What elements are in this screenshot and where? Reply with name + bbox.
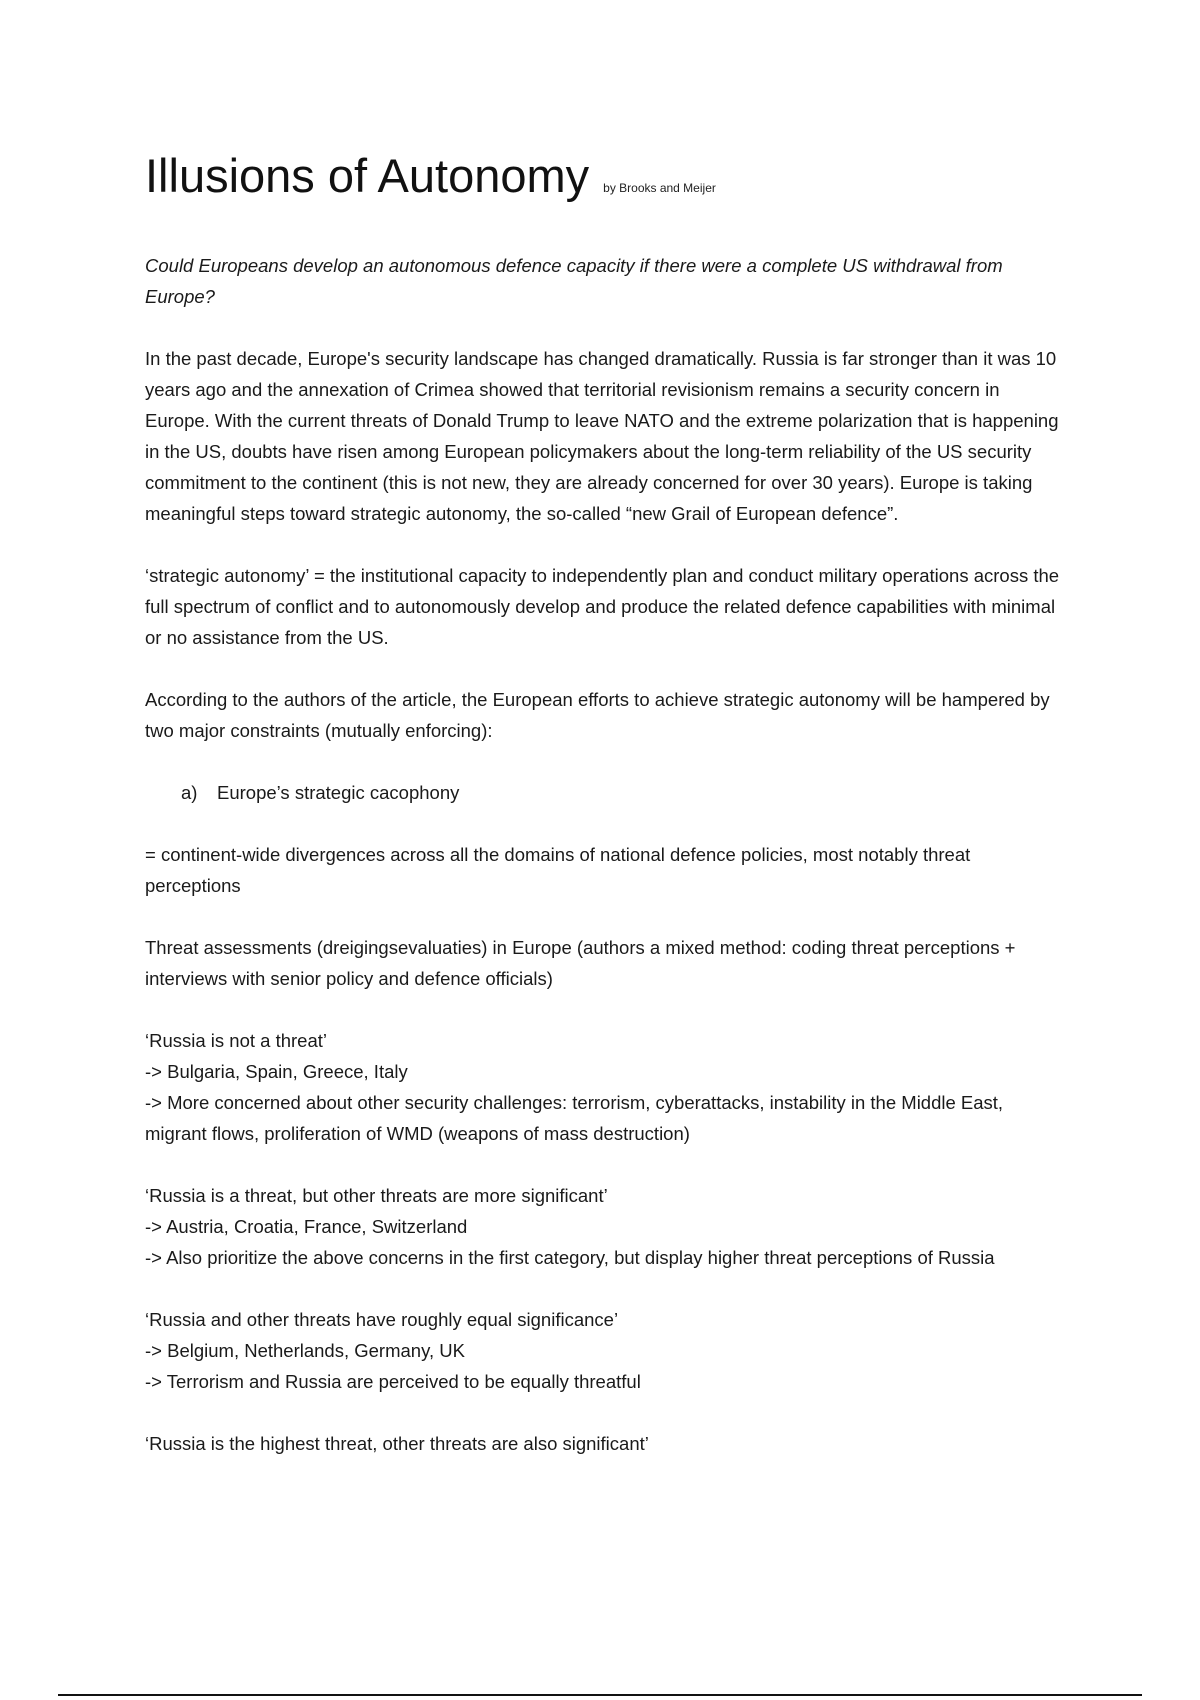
category-note: -> Terrorism and Russia are perceived to be equally threatful	[145, 1370, 641, 1392]
intro-paragraph: In the past decade, Europe's security landscape has changed dramatically. Russia is far stronger than it was 10 years ago and the annexation of Crimea showed that territorial revisionism remains a security concern in Europe. With the current threats of Donald Trump to leave NATO and the extreme polarization that is happening in the US, doubts have risen among European policymakers about the long-term reliability of the US security commitment to the continent (this is not new, they are already concerned for over 30 years). Europe is taking meaningful steps toward strategic autonomy, the so-called “new Grail of European defence”.	[145, 347, 1059, 524]
definition-paragraph: ‘strategic autonomy’ = the institutional capacity to independently plan and conduct military operations across the full spectrum of conflict and to autonomously develop and produce the related defence capabilities with minimal or no assistance from the US.	[145, 564, 1060, 648]
category-note: -> More concerned about other security challenges: terrorism, cyberattacks, instability in the Middle East, migrant flows, proliferation of WMD (weapons of mass destruction)	[145, 1091, 1004, 1144]
cacophony-definition: = continent-wide divergences across all the domains of national defence policies, most notably threat perceptions	[145, 843, 971, 896]
page-title: Illusions of Autonomy	[145, 149, 590, 202]
list-item-label: Europe’s strategic cacophony	[217, 781, 460, 803]
research-question: Could Europeans develop an autonomous defence capacity if there were a complete US withdrawal from Europe?	[145, 254, 1003, 307]
category-heading: ‘Russia is a threat, but other threats are more significant’	[145, 1184, 608, 1206]
category-countries: -> Austria, Croatia, France, Switzerland	[145, 1215, 468, 1237]
category-heading: ‘Russia and other threats have roughly equal significance’	[145, 1308, 619, 1330]
category-note: -> Also prioritize the above concerns in the first category, but display higher threat perceptions of Russia	[145, 1246, 995, 1268]
document-body	[145, 150, 1065, 1490]
threat-category	[145, 1025, 1065, 1149]
list-item	[145, 777, 1065, 808]
threat-assessments-paragraph: Threat assessments (dreigingsevaluaties) in Europe (authors a mixed method: coding threat perceptions + interviews with senior policy and defence officials)	[145, 936, 1016, 989]
threat-category	[145, 1428, 1065, 1459]
category-heading: ‘Russia is the highest threat, other threats are also significant’	[145, 1432, 649, 1454]
category-countries: -> Bulgaria, Spain, Greece, Italy	[145, 1060, 408, 1082]
constraints-intro: According to the authors of the article, the European efforts to achieve strategic autonomy will be hampered by two major constraints (mutually enforcing):	[145, 688, 1050, 741]
threat-category	[145, 1304, 1065, 1397]
threat-category	[145, 1180, 1065, 1273]
category-heading: ‘Russia is not a threat’	[145, 1029, 328, 1051]
list-marker: a)	[181, 781, 198, 803]
footer-divider	[58, 1694, 1142, 1696]
title-row	[145, 150, 1065, 202]
byline: by Brooks and Meijer	[603, 181, 716, 195]
category-countries: -> Belgium, Netherlands, Germany, UK	[145, 1339, 465, 1361]
